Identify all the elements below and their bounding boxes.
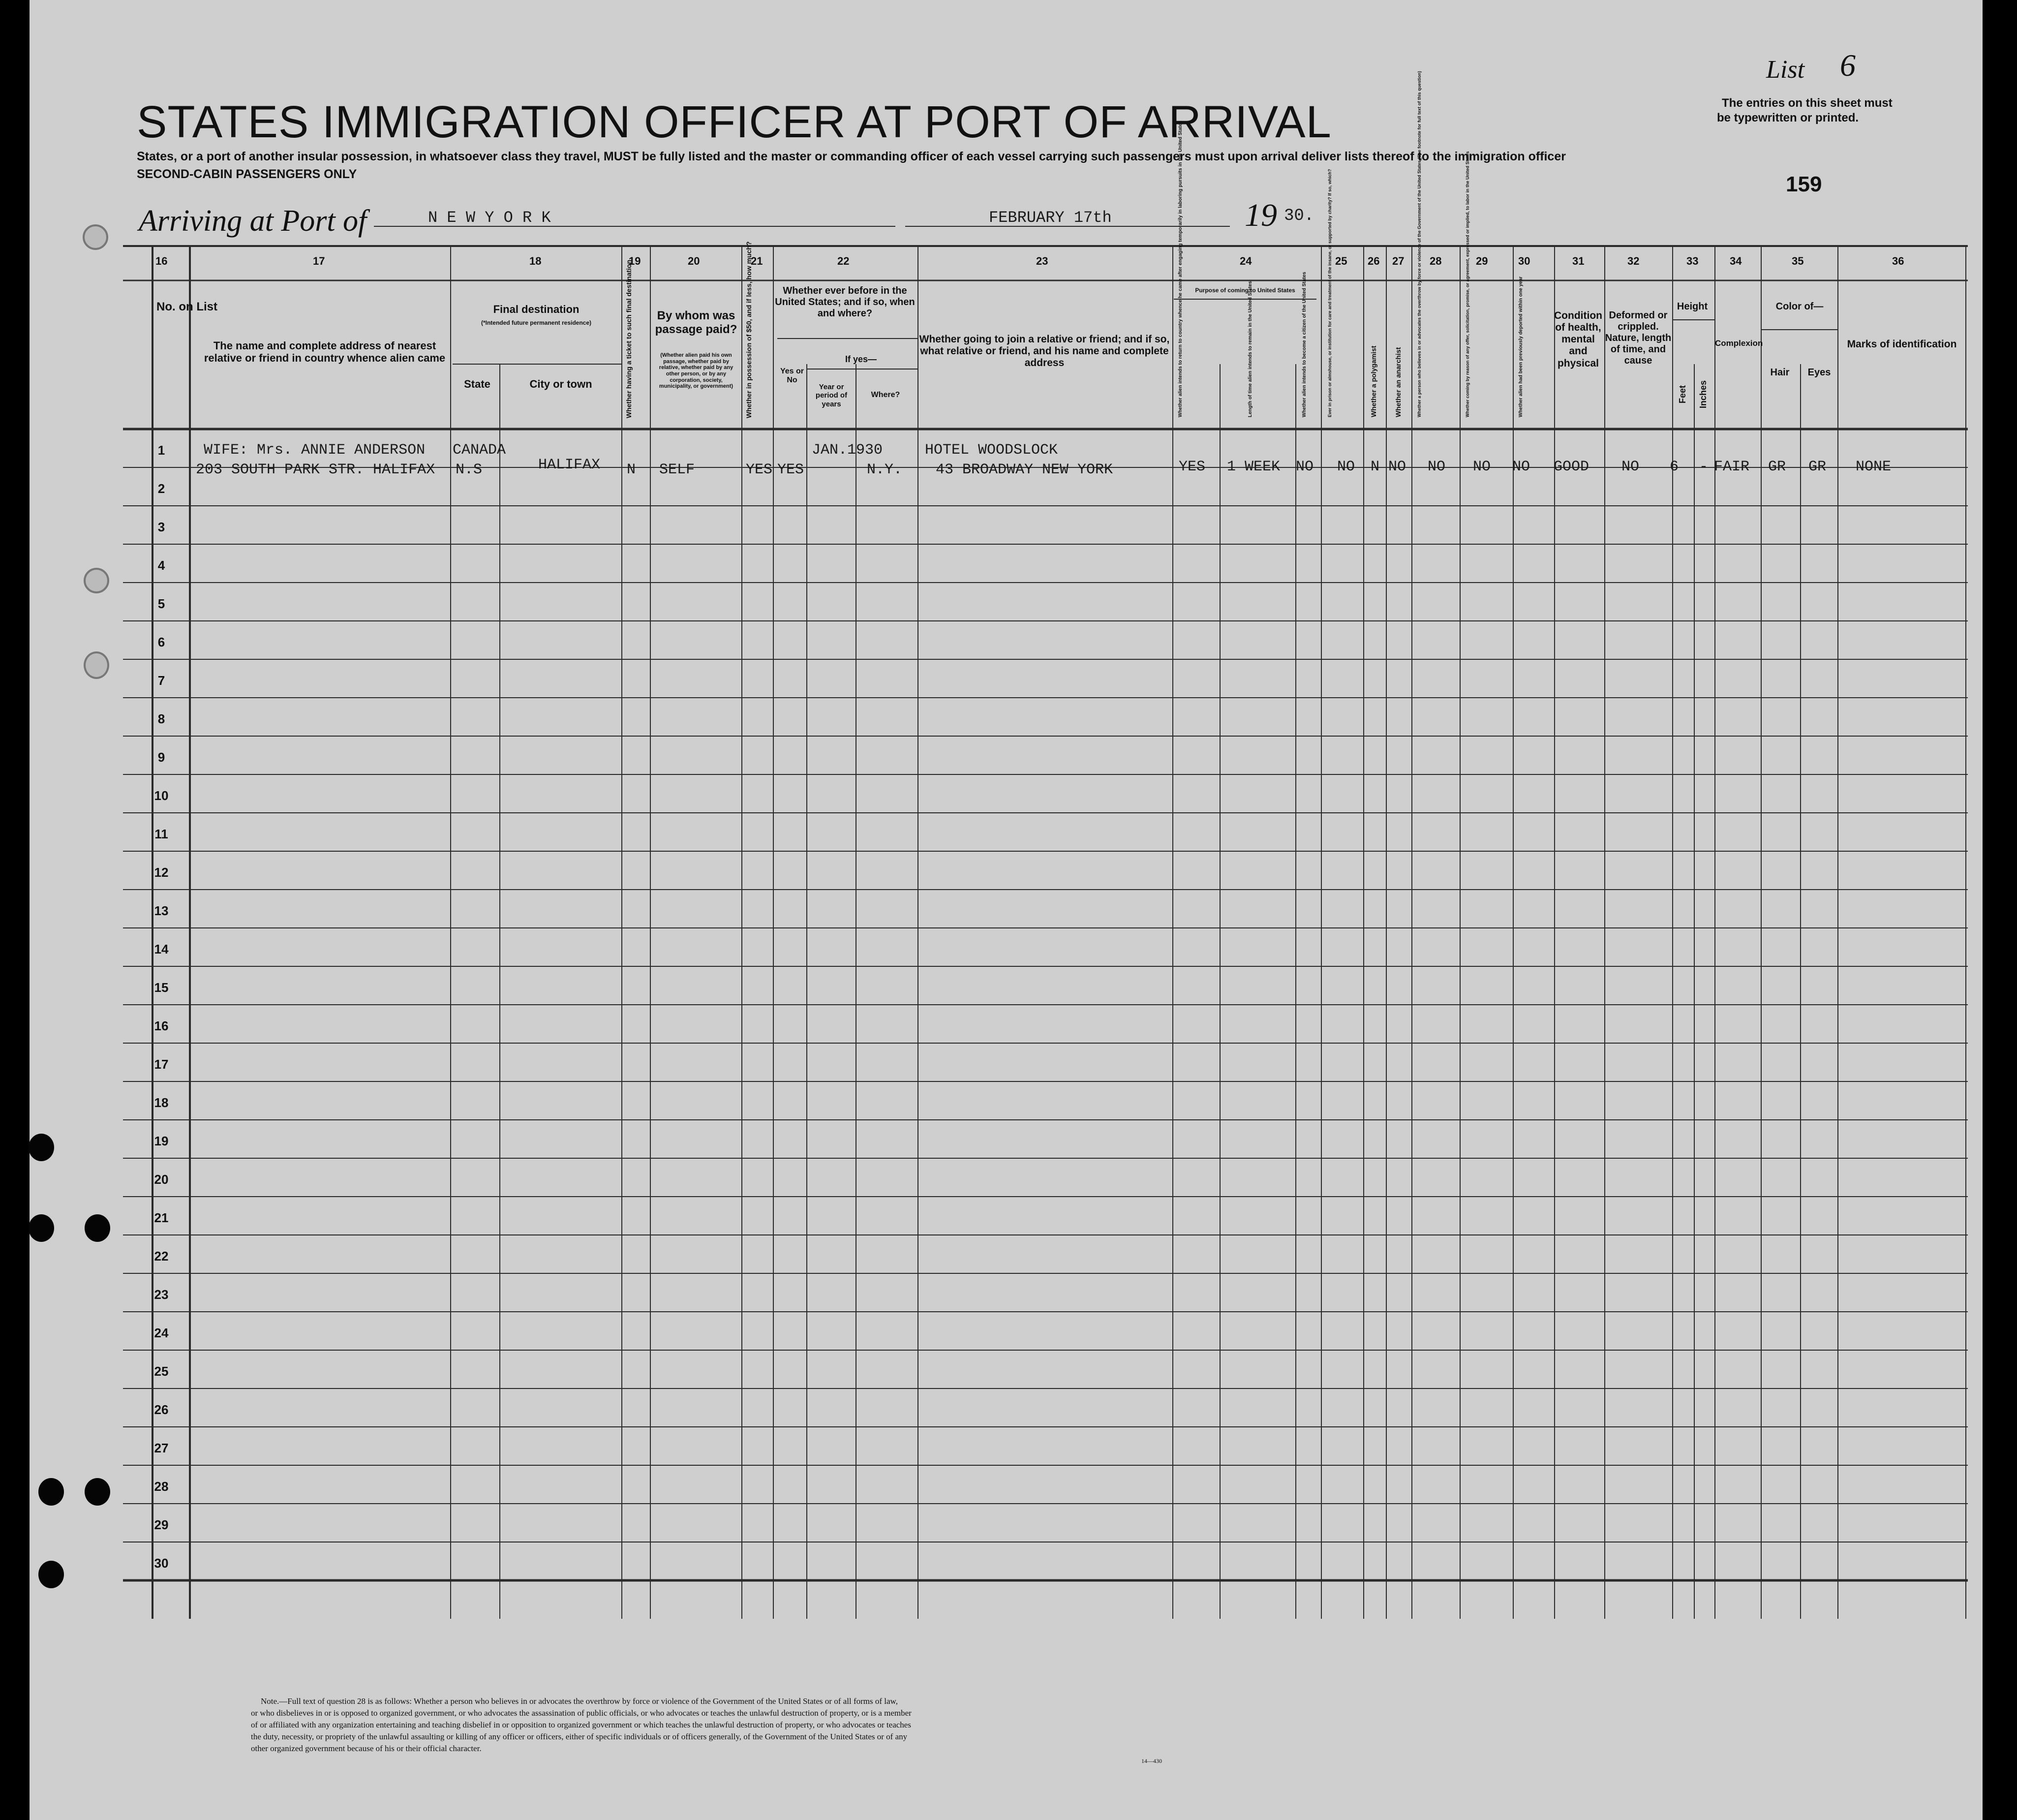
entry-ever-before: YES	[777, 462, 804, 478]
column-number: 17	[313, 255, 325, 267]
row-number: 11	[154, 827, 168, 841]
entry-join-address: 43 BROADWAY NEW YORK	[936, 462, 1113, 478]
entry-length: 1 WEEK	[1227, 459, 1281, 475]
entry-ticket: N	[627, 462, 636, 478]
year-suffix: 30.	[1284, 207, 1314, 225]
row-number: 24	[154, 1326, 169, 1340]
row-number: 9	[157, 750, 165, 765]
entry-q29: NO	[1473, 459, 1491, 475]
entry-anarchist: NO	[1388, 459, 1406, 475]
column-number: 27	[1392, 255, 1405, 267]
row-number: 8	[157, 711, 165, 726]
column-number: 26	[1368, 255, 1380, 267]
header-deformed: Deformed or crippled. Nature, length of time, and cause	[1605, 310, 1672, 366]
row-number: 1	[157, 443, 165, 458]
header-anarchist: Whether an anarchist	[1394, 347, 1402, 417]
header-q30: Whether alien had been previously deported within one year	[1518, 276, 1524, 417]
entry-purpose: YES	[1179, 459, 1206, 475]
entry-inches: -	[1699, 459, 1709, 475]
row-number: 13	[154, 903, 169, 918]
column-number: 32	[1627, 255, 1640, 267]
header-q29: Whether coming by reason of any offer, solicitation, promise, or agreement, expressed or implied, to labor in the United States	[1465, 151, 1470, 417]
arriving-label: Arriving at Port of	[139, 204, 367, 238]
column-number: 36	[1892, 255, 1904, 267]
header-hair: Hair	[1770, 367, 1790, 378]
entry-citizen: NO	[1296, 459, 1314, 475]
row-number: 14	[154, 942, 169, 956]
header-ever-before: Whether ever before in the United States; and if so, when and where?	[775, 285, 915, 319]
header-citizen-intent: Whether alien intends to become a citizen of the United States	[1302, 272, 1307, 417]
row-number: 4	[157, 558, 165, 573]
header-feet: Feet	[1678, 385, 1687, 403]
row-number: 12	[154, 865, 169, 880]
header-if-yes: If yes—	[845, 354, 877, 364]
entry-health: GOOD	[1554, 459, 1589, 475]
entry-year: JAN.1930	[812, 442, 883, 459]
row-number: 16	[154, 1018, 169, 1033]
header-join-relative: Whether going to join a relative or friend; and if so, what relative or friend, and his name and complete address	[919, 334, 1170, 369]
entry-q30: NO	[1512, 459, 1530, 475]
header-polygamist: Whether a polygamist	[1370, 345, 1377, 417]
column-number: 29	[1476, 255, 1488, 267]
header-inches: Inches	[1698, 380, 1708, 408]
punch-hole-icon	[84, 651, 109, 679]
entry-q28: NO	[1428, 459, 1446, 475]
arrival-date: FEBRUARY 17th	[989, 209, 1112, 227]
entry-deformed: NO	[1621, 459, 1640, 475]
column-number: 20	[688, 255, 700, 267]
column-number: 28	[1430, 255, 1442, 267]
footnote-line-5: other organized government because of his or their official character.	[251, 1744, 482, 1753]
row-number: 20	[154, 1172, 169, 1187]
header-purpose-return: Whether alien intends to return to country whence he came after engaging temporarily in laboring pursuits in the United States	[1178, 121, 1183, 417]
entry-polygamist: N	[1371, 459, 1380, 475]
footnote-line-1: Note.—Full text of question 28 is as follows: Whether a person who believes in or advocates the overthrow by force or violence of the Government of the United States or of all forms of law,	[261, 1697, 898, 1706]
header-final-destination-note: (*Intended future permanent residence)	[481, 319, 592, 326]
class-label: SECOND-CABIN PASSENGERS ONLY	[137, 167, 357, 181]
column-number: 21	[751, 255, 763, 267]
punch-hole-icon	[29, 1214, 54, 1242]
entry-complexion: FAIR	[1714, 459, 1750, 475]
row-number: 22	[154, 1249, 169, 1264]
typed-note-line2: be typewritten or printed.	[1717, 111, 1859, 124]
header-no-on-list: No. on List	[156, 300, 217, 313]
footnote-line-3: of or affiliated with any organization entertaining and teaching disbelief in or opposition to organized government or which teaches the unlawful destruction of property, or who advocates or teaches	[251, 1720, 911, 1729]
entry-possession: YES	[746, 462, 773, 478]
entry-city: HALIFAX	[538, 457, 601, 473]
entry-state-province: N.S	[456, 462, 483, 478]
entry-state-country: CANADA	[453, 442, 506, 459]
header-passage-note: (Whether alien paid his own passage, whether paid by relative, whether paid by any other person, or by any corporation, society, municipality, or government)	[659, 352, 733, 390]
header-state: State	[464, 378, 490, 390]
row-number: 19	[154, 1134, 169, 1148]
header-where: Where?	[871, 391, 900, 399]
header-color-of: Color of—	[1775, 301, 1824, 312]
column-number: 19	[629, 255, 641, 267]
header-q28: Whether a person who believes in or advocates the overthrow by force or violence of the Government of the United States (See footnote for full text of this question)	[1417, 71, 1422, 417]
row-number: 18	[154, 1095, 169, 1110]
instructions: States, or a port of another insular possession, in whatsoever class they travel, MUST be fully listed and the master or commanding officer of each vessel carrying such passengers must upon arrival deliver lists thereof to the immigration officer	[137, 150, 1566, 163]
punch-hole-icon	[85, 1478, 110, 1506]
column-number: 34	[1730, 255, 1742, 267]
row-number: 26	[154, 1402, 169, 1417]
page-title: STATES IMMIGRATION OFFICER AT PORT OF ARRIVAL	[137, 97, 1332, 147]
relative-address: 203 SOUTH PARK STR. HALIFAX	[196, 462, 435, 478]
entry-eyes: GR	[1808, 459, 1827, 475]
row-number: 21	[154, 1210, 169, 1225]
row-number: 25	[154, 1364, 169, 1379]
header-year-period: Year or period of years	[815, 383, 848, 408]
header-purpose: Purpose of coming to United States	[1195, 287, 1295, 294]
header-length-of-time: Length of time alien intends to remain in the United States	[1248, 281, 1253, 417]
punch-hole-icon	[83, 224, 108, 250]
footnote-line-2: or who disbelieves in or is opposed to organized government, or who advocates the assassination of public officials, or who advocates or teaches the unlawful destruction of property, or is a member	[251, 1708, 912, 1718]
row-number: 17	[154, 1057, 169, 1072]
entry-marks: NONE	[1856, 459, 1892, 475]
year-prefix: 19	[1245, 197, 1277, 233]
header-eyes: Eyes	[1807, 367, 1831, 378]
row-number: 6	[157, 635, 165, 649]
row-number: 27	[154, 1441, 169, 1455]
header-health: Condition of health, mental and physical	[1554, 310, 1602, 369]
entry-join-name: HOTEL WOODSLOCK	[925, 442, 1058, 459]
punch-hole-icon	[85, 1214, 110, 1242]
header-complexion: Complexion	[1715, 339, 1763, 348]
entry-feet: 6	[1670, 459, 1679, 475]
column-number: 16	[155, 255, 168, 267]
column-number: 23	[1036, 255, 1048, 267]
column-number: 18	[529, 255, 542, 267]
column-number: 30	[1518, 255, 1530, 267]
relative-name: WIFE: Mrs. ANNIE ANDERSON	[204, 442, 426, 459]
row-number: 2	[157, 481, 165, 496]
row-number: 28	[154, 1479, 169, 1494]
port-name: N E W Y O R K	[428, 209, 551, 227]
column-number: 31	[1572, 255, 1585, 267]
row-number: 10	[154, 788, 169, 803]
header-marks: Marks of identification	[1847, 339, 1957, 350]
header-final-destination: Final destination	[493, 303, 580, 315]
form-number: 14—430	[1141, 1758, 1162, 1764]
footnote-line-4: the duty, necessity, or propriety of the unlawful assaulting or killing of any officer or officers, either of specific individuals or of officers generally, of the Government of the United States or of any	[251, 1732, 908, 1741]
punch-hole-icon	[38, 1561, 64, 1588]
entry-where: N.Y.	[867, 462, 903, 478]
column-number: 33	[1686, 255, 1699, 267]
column-number: 35	[1792, 255, 1804, 267]
column-number: 25	[1335, 255, 1347, 267]
header-height: Height	[1677, 301, 1708, 312]
header-possession: Whether in possession of $50, and if less, how much?	[745, 241, 753, 418]
page-number: 159	[1786, 172, 1822, 196]
column-number: 24	[1240, 255, 1252, 267]
header-city: City or town	[529, 378, 592, 390]
row-number: 5	[157, 596, 165, 611]
row-number: 3	[157, 520, 165, 534]
header-yes-no: Yes or No	[780, 367, 804, 385]
entry-passage: SELF	[659, 462, 695, 478]
entry-prison: NO	[1337, 459, 1355, 475]
header-passage-paid: By whom was passage paid?	[655, 309, 737, 336]
header-relative-address: The name and complete address of nearest relative or friend in country whence alien came	[204, 339, 446, 365]
row-number: 15	[154, 980, 169, 995]
punch-hole-icon	[29, 1134, 54, 1161]
entry-hair: GR	[1768, 459, 1786, 475]
header-ticket: Whether having a ticket to such final destination	[625, 259, 633, 418]
column-number: 22	[837, 255, 850, 267]
list-number: 6	[1840, 48, 1856, 83]
typed-note-line1: The entries on this sheet must	[1722, 96, 1893, 110]
punch-hole-icon	[84, 568, 109, 593]
row-number: 23	[154, 1287, 169, 1302]
row-number: 30	[154, 1556, 169, 1571]
punch-hole-icon	[38, 1478, 64, 1506]
row-number: 29	[154, 1517, 169, 1532]
row-number: 7	[157, 673, 165, 688]
list-label: List	[1766, 56, 1805, 84]
header-prison: Ever in prison or almshouse, or institution for care and treatment of the insane, or supported by charity? If so, which?	[1327, 169, 1332, 417]
